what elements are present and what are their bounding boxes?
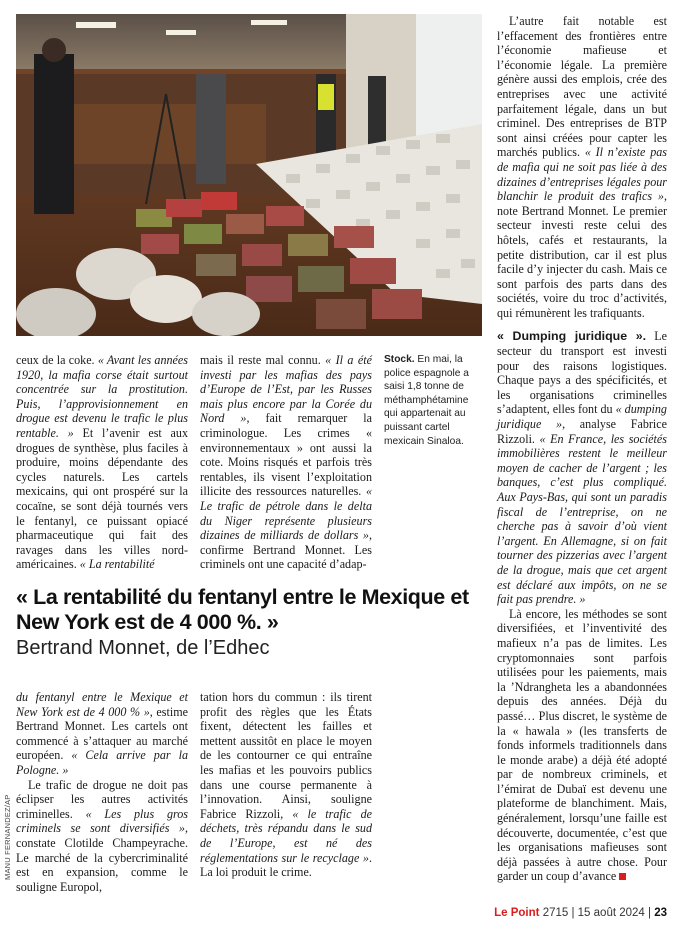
column-3: [497, 14, 667, 884]
subheading: « Dumping juridique ».: [497, 329, 647, 344]
pull-quote-text: « La rentabilité du fentanyl entre le Mexique et New York est de 4 000 %. »: [16, 585, 469, 634]
paragraph: tation hors du commun : ils tirent profit des règles que les États fixent, détectent les failles et mettent aussitôt en place le moyen de les contourner ce qui entraîne les mafias et les pouvoirs publics dans une course permanente à l’innovation. Ainsi, souligne Fabrice Rizzoli, « le trafic de déchets, très répandu dans le sud de l’Europe, est né des réglementations sur le recyclage ». La loi produit le crime.: [200, 690, 372, 880]
pull-quote: [16, 585, 486, 661]
paragraph: ceux de la coke. « Avant les années 1920, la mafia corse était surtout concentrée sur la prostitution. Puis, l’approvisionnement en drogue est devenu le trafic le plus rentable. » Et l’avenir est aux drogues de synthèse, plus faciles à produire, moins dépendante des cycles naturels. Les cartels mexicains, qui ont prospéré sur la cocaïne, se sont déjà tournés vers le fentanyl, ce puissant opiacé pharmaceutique qui fait des ravages dans les villes nord-américaines. « La rentabilité: [16, 353, 189, 572]
paragraph: Le trafic de drogue ne doit pas éclipser les autres activités criminelles. « Les plus gros criminels se sont diversifiés », constate Clotilde Champeyrache. Le marché de la cybercriminalité est en expansion, comme le souligne Europol,: [16, 777, 189, 894]
column-2-top: [200, 353, 372, 572]
article-photo: [16, 14, 482, 336]
pull-quote-author: Bertrand Monnet, de l’Edhec: [16, 637, 270, 659]
paragraph: mais il reste mal connu. « Il a été investi par les mafias des pays d’Europe de l’Est, par les Russes mais plus encore par la Corée du Nord », fait remarquer la criminologue. Les crimes « environnementaux » ont aussi la cote. Moins risqués et parfois très rentables, ils visent l’exploitation illicite des ressources naturelles. « Le trafic de pétrole dans le delta du Niger représente plusieurs dizaines de milliards de dollars », confirme Bertrand Monnet. Les criminels ont une capacité d’adap-: [200, 353, 372, 572]
paragraph: L’autre fait notable est l’effacement des frontières entre l’économie mafieuse et l’économie légale. La première génère aussi des emplois, crée des entreprises avec une activité parfaitement légale, dans un but criminel. Des entreprises de BTP sont ainsi créées pour capter les marchés publics. « Il n’existe pas de mafia qui ne soit pas liée à des dizaines d’entreprises légales pour blanchir le produit des trafics », note Bertrand Monnet. Le premier secteur investi reste celui des hôtels, cafés et restaurants, la petite distribution, car il est plus facile d’y injecter du cash. Mais ce sont parfois des parts dans des sociétés, voire du troc d’activités, qui rémunèrent les trafiquants.: [497, 14, 667, 320]
photo-credit: MANU FERNANDEZ/AP: [3, 794, 12, 880]
photo-caption: [384, 353, 480, 448]
paragraph: « Dumping juridique ». Le secteur du transport est investi pour des raisons logistiques. Chaque pays a des spécificités, et les organisations criminelles s’adaptent, elles font du « dumping juridique », analyse Fabrice Rizzoli. « En France, les sociétés immobilières restent le meilleur moyen de cacher de l’argent ; les banques, c’est plus compliqué. Aux Pays-Bas, qui sont un paradis fiscal de l’entreprise, on ne cherche pas à savoir d’où vient l’argent. En Allemagne, si on fait tourner des pizzerias avec l’argent de la drogue, mais que cet argent est déclaré aux impôts, on ne se fait pas prendre. »: [497, 329, 667, 607]
caption-label: Stock.: [384, 354, 415, 365]
column-2-bottom: [200, 690, 372, 880]
brand-logo: Le Point: [494, 907, 540, 919]
paragraph: du fentanyl entre le Mexique et New York est de 4 000 % », estime Bertrand Monnet. Les cartels ont commencé à s’attaquer au marché européen. « Cela arrive par la Pologne. »: [16, 690, 188, 777]
drug-seizure-photo: [16, 14, 482, 336]
end-mark-icon: [619, 873, 626, 880]
page-footer: [494, 907, 667, 919]
page-number: 23: [654, 907, 667, 919]
caption-text: En mai, la police espagnole a saisi 1,8 tonne de méthamphétamine qui appartenait au puissant cartel mexicain Sinaloa.: [384, 354, 469, 447]
paragraph: Là encore, les méthodes se sont diversifiées, et l’inventivité des mafieux n’a pas de limites. Les cryptomonnaies sont parfois utilisées pour les paiements, mais la ’Ndrangheta les a abandonnées depuis des années. Déjà du passé… Plus discret, le système de la « hawala » (les transferts de fonds informels traditionnels dans le monde arabe) a déjà été adopté par de nombreux criminels, et l’émirat de Dubaï est devenu une plateforme de blanchiment. Mais, généralement, lorsqu’une faille est découverte, documentée, c’est que les organisations mafieuses sont déjà passées à autre chose. Pour garder un coup d’avance: [497, 606, 667, 884]
issue-info: 2715 | 15 août 2024 |: [542, 907, 651, 919]
column-1-bottom: [16, 690, 188, 894]
column-1-top: [16, 353, 188, 572]
